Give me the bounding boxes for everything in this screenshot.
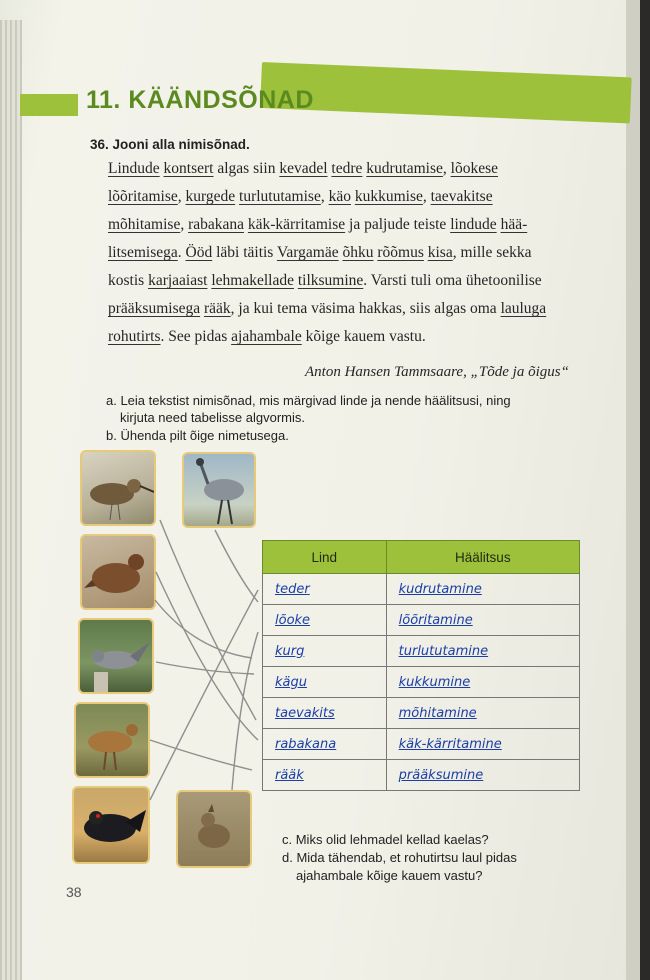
table-row (263, 667, 580, 698)
underlined-noun: rabakana (188, 216, 245, 233)
underlined-noun: tilksumine (297, 272, 364, 289)
column-header-haalitsus: Häälitsus (386, 541, 579, 574)
text-segment: kõige kauem vastu. (301, 328, 426, 345)
text-segment: , mille sekka (452, 244, 532, 261)
underlined-noun: rohutirts (108, 328, 161, 345)
birds-table (262, 540, 580, 791)
text-segment: . See pidas (160, 328, 232, 345)
text-segment: , (180, 216, 189, 233)
underlined-noun: prääksumisega (108, 300, 201, 317)
underlined-noun: lõokese (450, 160, 499, 177)
bird-cell[interactable]: taevakits (263, 698, 387, 729)
text-segment: algas siin (213, 160, 280, 177)
underlined-noun: turlututamise (239, 188, 321, 205)
text-segment: , (320, 188, 329, 205)
underlined-noun: kurgede (185, 188, 236, 205)
text-segment: . Varsti tuli oma ühetoonilise (363, 272, 542, 289)
text-segment: , ja kui tema väsima hakkas, siis algas oma (230, 300, 501, 317)
column-header-lind: Lind (263, 541, 387, 574)
sound-cell[interactable]: turlututamine (386, 636, 579, 667)
underlined-noun: Vargamäe (276, 244, 339, 261)
table-row (263, 574, 580, 605)
underlined-noun: kukkumise (354, 188, 423, 205)
underlined-noun: kisa (427, 244, 453, 261)
question-a-line2: kirjuta need tabelisse algvormis. (120, 410, 305, 425)
text-segment: . (177, 244, 186, 261)
table-row (263, 698, 580, 729)
table-row (263, 760, 580, 791)
underlined-noun: käo (328, 188, 351, 205)
sound-cell[interactable]: käk-kärritamine (386, 729, 579, 760)
underlined-noun: käk-kärritamise (247, 216, 346, 233)
underlined-noun: õhku (342, 244, 374, 261)
text-segment: läbi täitis (212, 244, 277, 261)
bird-cell[interactable]: rabakana (263, 729, 387, 760)
bird-cell[interactable]: kurg (263, 636, 387, 667)
question-d-line1: d. Mida tähendab, et rohutirtsu laul pidas (282, 850, 517, 865)
underlined-noun: kontsert (163, 160, 214, 177)
underlined-noun: ajahambale (231, 328, 302, 345)
sound-cell[interactable]: mõhitamine (386, 698, 579, 729)
bird-cell[interactable]: rääk (263, 760, 387, 791)
underlined-noun: lehmakellade (211, 272, 294, 289)
underlined-noun: rääk (203, 300, 231, 317)
bird-cell[interactable]: kägu (263, 667, 387, 698)
underlined-noun: tedre (331, 160, 363, 177)
author-citation: Anton Hansen Tammsaare, „Tõde ja õigus“ (305, 364, 569, 380)
sound-cell[interactable]: kudrutamine (386, 574, 579, 605)
table-row (263, 729, 580, 760)
question-d-line2: ajahambale kõige kauem vastu? (296, 868, 483, 883)
underlined-noun: lõõritamise (108, 188, 178, 205)
chapter-title: 11. KÄÄNDSÕNAD (86, 86, 314, 114)
sound-cell[interactable]: kukkumine (386, 667, 579, 698)
text-segment: ja paljude teiste (345, 216, 451, 233)
underlined-noun: lindude (450, 216, 497, 233)
question-a-line1: a. Leia tekstist nimisõnad, mis märgivad linde ja nende häälitsusi, ning (106, 393, 511, 408)
bird-cell[interactable]: teder (263, 574, 387, 605)
underlined-noun: Lindude (108, 160, 160, 177)
underlined-noun: kevadel (279, 160, 328, 177)
underlined-noun: Ööd (185, 244, 213, 261)
question-b: b. Ühenda pilt õige nimetusega. (106, 428, 289, 443)
underlined-noun: taevakitse (430, 188, 493, 205)
question-c: c. Miks olid lehmadel kellad kaelas? (282, 832, 489, 847)
table-row (263, 636, 580, 667)
text-segment: kostis (108, 272, 149, 289)
underlined-noun: hää- (500, 216, 528, 233)
text-segment: , (422, 188, 431, 205)
sound-cell[interactable]: prääksumine (386, 760, 579, 791)
task-heading: 36. Jooni alla nimisõnad. (90, 137, 250, 152)
text-segment: , (442, 160, 451, 177)
sound-cell[interactable]: lõõritamine (386, 605, 579, 636)
text-segment: , (177, 188, 186, 205)
table-row (263, 605, 580, 636)
page-number: 38 (66, 884, 82, 900)
underlined-noun: kudrutamise (366, 160, 443, 177)
underlined-noun: rõõmus (377, 244, 424, 261)
underlined-noun: karjaaiast (148, 272, 208, 289)
underlined-noun: litsemisega (108, 244, 178, 261)
underlined-noun: lauluga (500, 300, 547, 317)
bird-cell[interactable]: lõoke (263, 605, 387, 636)
underlined-noun: mõhitamise (108, 216, 181, 233)
